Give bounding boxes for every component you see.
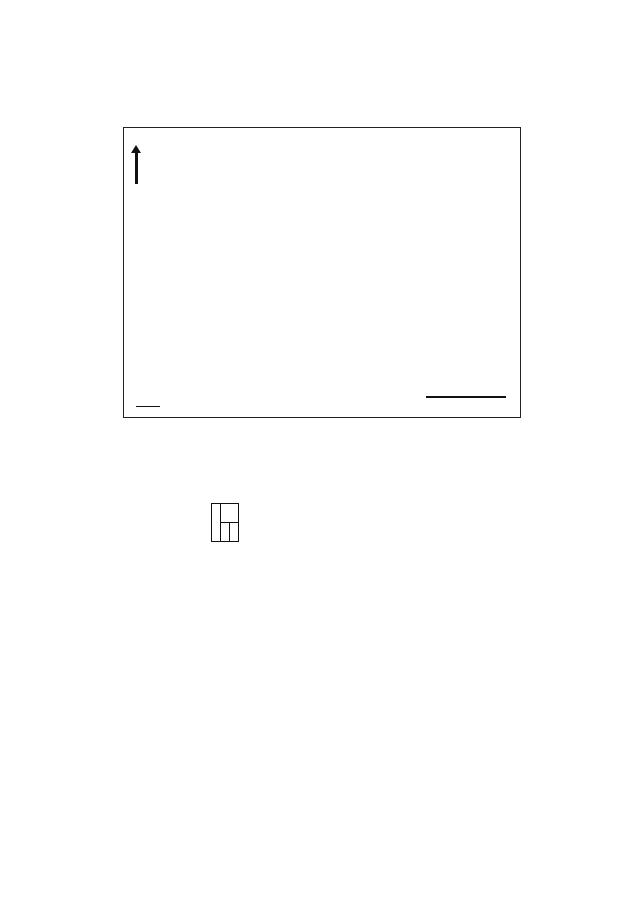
map-legend [136,404,162,410]
legend-line-swatch [136,406,160,407]
header-point [212,504,221,542]
header-longitude [230,523,239,542]
boundary-map [123,127,521,418]
boundary-polygon-svg [124,128,520,417]
coordinates-table [211,503,239,542]
header-coordinates [221,504,239,523]
scale-bar [422,385,512,415]
header-latitude [221,523,230,542]
